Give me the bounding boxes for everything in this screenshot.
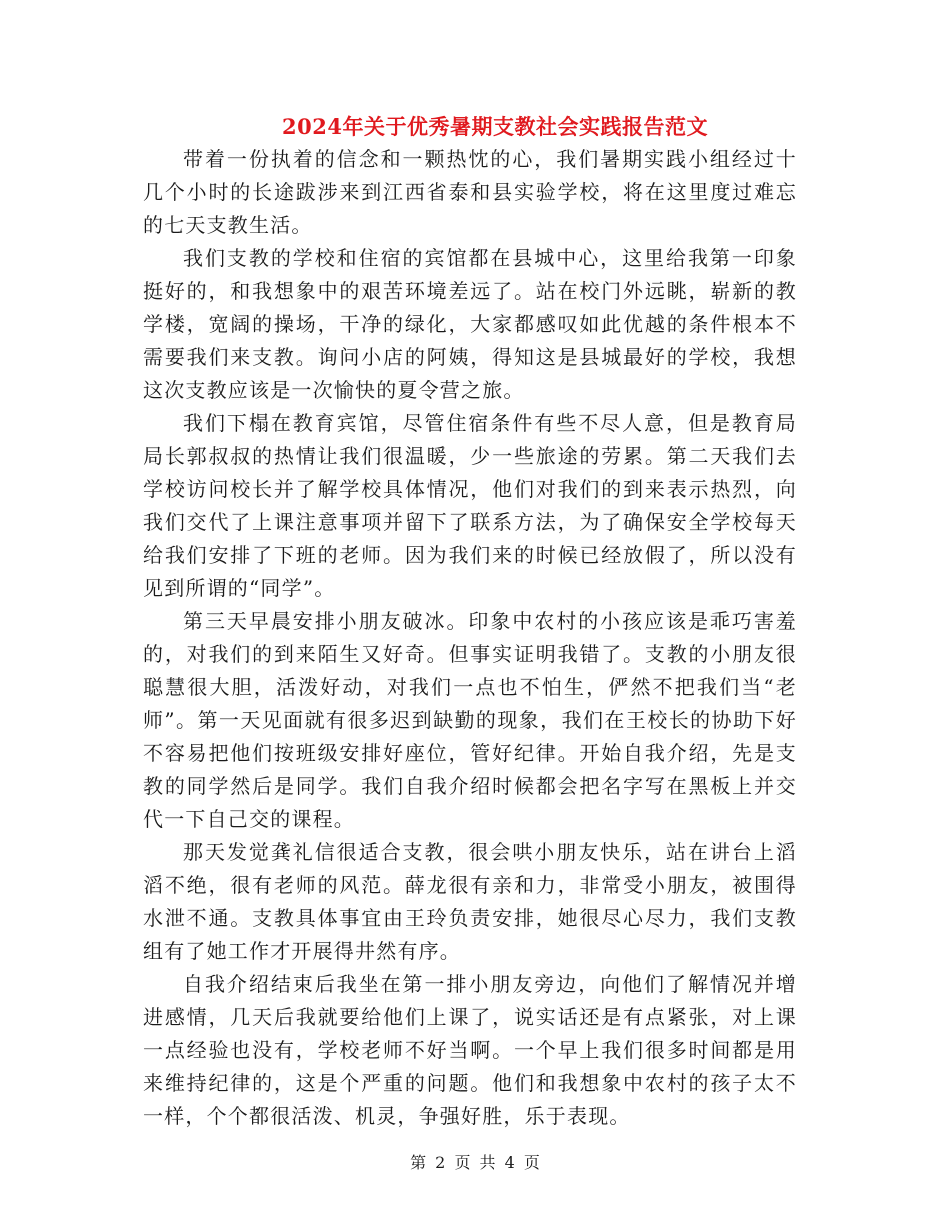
paragraph-3: 我们下榻在教育宾馆，尽管住宿条件有些不尽人意，但是教育局局长郭叔叔的热情让我们很温暖，少一些旅途的劳累。第二天我们去学校访问校长并了解学校具体情况，他们对我们的到来表示热烈，向我们交代了上课注意事项并留下了联系方法，为了确保安全学校每天给我们安排了下班的老师。因为我们来的时候已经放假了，所以没有见到所谓的“同学”。	[143, 411, 797, 600]
paragraph-6: 自我介绍结束后我坐在第一排小朋友旁边，向他们了解情况并增进感情，几天后我就要给他们上课了，说实话还是有点紧张，对上课一点经验也没有，学校老师不好当啊。一个早上我们很多时间都是用来维持纪律的，这是个严重的问题。他们和我想象中农村的孩子太不一样，个个都很活泼、机灵，争强好胜，乐于表现。	[143, 972, 797, 1128]
document-body	[143, 143, 797, 1133]
paragraph-1: 带着一份执着的信念和一颗热忱的心，我们暑期实践小组经过十几个小时的长途跋涉来到江西省泰和县实验学校，将在这里度过难忘的七天支教生活。	[143, 147, 797, 237]
paragraph-5: 那天发觉龚礼信很适合支教，很会哄小朋友快乐，站在讲台上滔滔不绝，很有老师的风范。薛龙很有亲和力，非常受小朋友，被围得水泄不通。支教具体事宜由王玲负责安排，她很尽心尽力，我们支教组有了她工作才开展得井然有序。	[143, 840, 797, 963]
page-number-footer: 第 2 页 共 4 页	[410, 1153, 540, 1172]
paragraph-4: 第三天早晨安排小朋友破冰。印象中农村的小孩应该是乖巧害羞的，对我们的到来陌生又好奇。但事实证明我错了。支教的小朋友很聪慧很大胆，活泼好动，对我们一点也不怕生，俨然不把我们当“老师”。第一天见面就有很多迟到缺勤的现象，我们在王校长的协助下好不容易把他们按班级安排好座位，管好纪律。开始自我介绍，先是支教的同学然后是同学。我们自我介绍时候都会把名字写在黑板上并交代一下自己交的课程。	[143, 609, 797, 831]
paragraph-2: 我们支教的学校和住宿的宾馆都在县城中心，这里给我第一印象挺好的，和我想象中的艰苦环境差远了。站在校门外远眺，崭新的教学楼，宽阔的操场，干净的绿化，大家都感叹如此优越的条件根本不需要我们来支教。询问小店的阿姨，得知这是县城最好的学校，我想这次支教应该是一次愉快的夏令营之旅。	[143, 246, 797, 402]
document-title: 2024年关于优秀暑期支教社会实践报告范文	[282, 114, 708, 139]
